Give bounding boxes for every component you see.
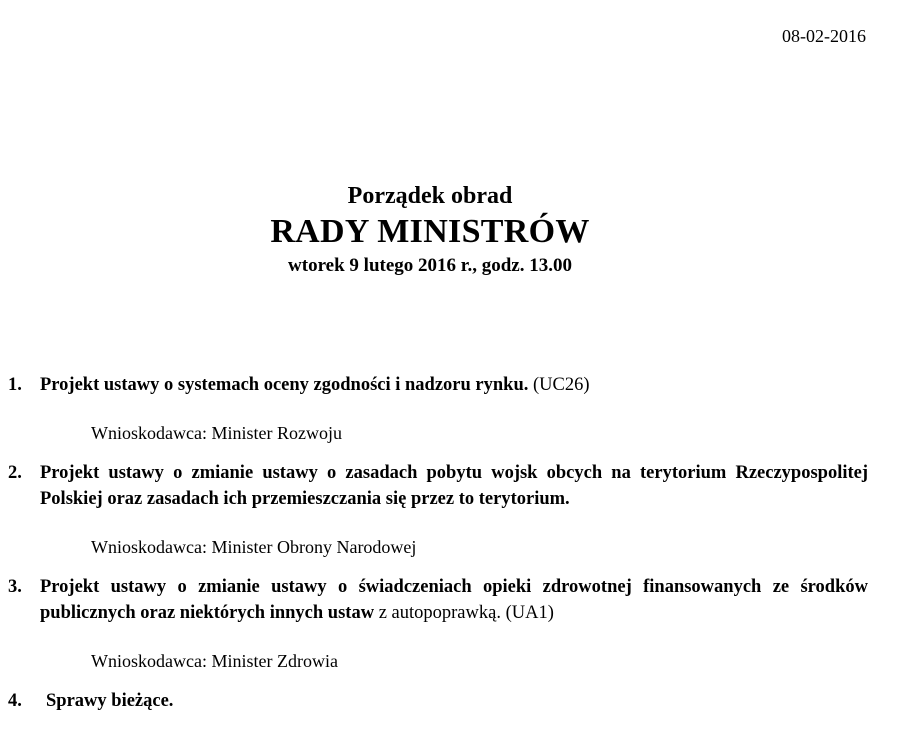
document-header (0, 180, 860, 280)
agenda-item-code: (UA1) (500, 603, 554, 623)
agenda-item-number: 4. (8, 691, 22, 711)
agenda-item-3 (8, 574, 868, 674)
agenda-item-title-bold: Projekt ustawy o zmianie ustawy o świadczeniach opieki zdrowotnej finansowanych ze środków publicznych oraz niektórych innych ustaw (40, 577, 868, 623)
agenda-item-title (40, 460, 868, 512)
agenda-item-note: z autopoprawką. (374, 603, 501, 623)
agenda-item-1 (8, 372, 868, 446)
agenda-item-title-bold: Projekt ustawy o zmianie ustawy o zasadach pobytu wojsk obcych na terytorium Rzeczypospolitej Polskiej oraz zasadach ich przemieszczania się przez to terytorium. (40, 463, 868, 509)
agenda-item-2 (8, 460, 868, 560)
agenda-item-title-bold: Sprawy bieżące. (46, 691, 174, 711)
agenda-item-proposer: Wnioskodawca: Minister Zdrowia (91, 651, 338, 671)
agenda-item-4 (8, 688, 868, 714)
document-title: RADY MINISTRÓW (270, 213, 590, 250)
document-date: 08-02-2016 (782, 26, 866, 46)
document-subtitle: Porządek obrad (347, 183, 513, 209)
agenda-item-title (40, 372, 868, 398)
agenda-list (8, 372, 868, 714)
agenda-item-title (46, 688, 868, 714)
agenda-item-title (40, 574, 868, 626)
agenda-item-proposer: Wnioskodawca: Minister Obrony Narodowej (91, 537, 417, 557)
agenda-item-code: (UC26) (528, 375, 590, 395)
agenda-item-number: 1. (8, 375, 22, 395)
agenda-item-number: 2. (8, 463, 22, 483)
session-datetime: wtorek 9 lutego 2016 r., godz. 13.00 (288, 255, 572, 276)
agenda-item-number: 3. (8, 577, 22, 597)
agenda-item-title-bold: Projekt ustawy o systemach oceny zgodności i nadzoru rynku. (40, 375, 529, 395)
agenda-item-proposer: Wnioskodawca: Minister Rozwoju (91, 423, 342, 443)
